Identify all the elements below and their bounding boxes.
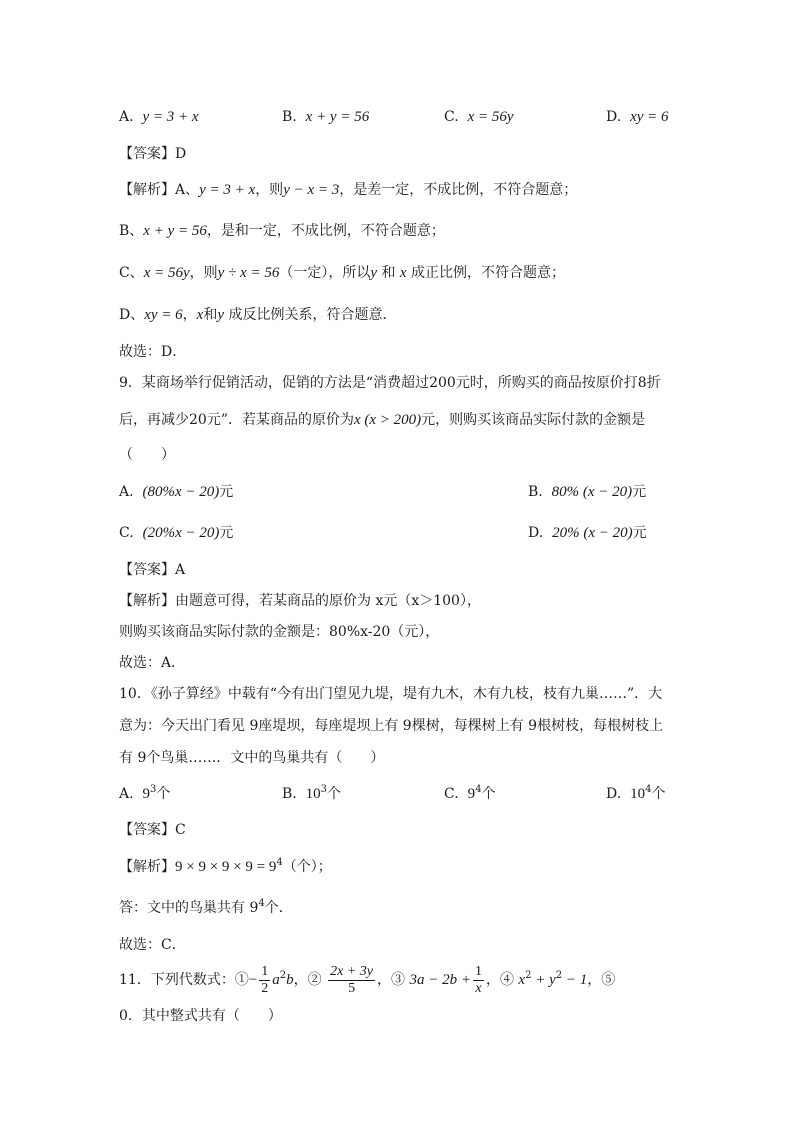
q8-option-d-expr: xy = 6 <box>630 109 669 125</box>
q8-option-b: B. x + y = 56 <box>282 109 370 125</box>
q10-reply: 答：文中的鸟巢共有 $9^4$个． <box>119 898 293 916</box>
q8-option-d: D. xy = 6 <box>606 109 669 125</box>
q9-conclusion: 故选：A． <box>119 655 186 671</box>
q10-stem-line1: 10．《孙子算经》中载有“今有出门望见九堤，堤有九木，木有九枝，枝有九巢……”．大 <box>119 686 663 702</box>
q11-item3-fraction: $\frac{1}{x}$ <box>474 963 482 996</box>
q9-analysis-line1: 【解析】由题意可得，若某商品的原价为 x元（x＞100）， <box>119 593 481 609</box>
q11-item1-fraction: $\frac{1}{2}$ <box>261 963 269 996</box>
q10-stem-line3: 有 9个鸟巢……．文中的鸟巢共有（ ） <box>119 750 385 766</box>
q9-stem-line3: （ ） <box>119 447 175 463</box>
q11-item2-fraction: $\frac{2x + 3y}{5}$ <box>330 963 373 996</box>
q8-analysis-c: C、x = 56y，则y ÷ x = 56（一定），所以y 和 x 成正比例，不符合题意； <box>119 265 566 281</box>
q9-analysis-line2: 则购买该商品实际付款的金额是：80%x-20（元）， <box>119 624 440 640</box>
q8-analysis-b: B、x + y = 56，是和一定，不成比例，不符合题意； <box>119 223 445 239</box>
q10-answer: 【答案】C <box>119 822 186 838</box>
q10-option-d: D. $10^4$个 <box>606 784 666 802</box>
q8-option-c-expr: x = 56y <box>467 109 514 125</box>
q10-analysis: 【解析】$9 \times 9 \times 9 \times 9 = 9^4$（个）； <box>119 857 332 875</box>
q9-option-d: D. 20% (x − 20)元 <box>528 525 647 541</box>
q9-stem-line2: 后，再减少20元”．若某商品的原价为x (x > 200)元，则购买该商品实际付款的金额是 <box>119 412 646 428</box>
q8-analysis-d: D、xy = 6，x和y 成反比例关系，符合题意． <box>119 307 397 323</box>
q8-option-c: C. x = 56y <box>444 109 514 125</box>
q9-option-c: C. (20%x − 20)元 <box>119 525 234 541</box>
q8-conclusion: 故选：D． <box>119 344 187 360</box>
q8-answer: 【答案】D <box>119 146 187 162</box>
q8-option-a-expr: y = 3 + x <box>142 109 199 125</box>
q11-stem-line1: 11．下列代数式：①− $\frac{1}{2}$ $a^2b$，② $\frac{2x + 3y}{5}$ ，③ 3a − 2b + $\frac{1}{x}$ ，④ $x^2 + y^2 - 1$，⑤ <box>119 963 616 996</box>
q10-option-b: B. $10^3$个 <box>282 784 342 802</box>
q10-option-c: C. $9^4$个 <box>444 784 496 802</box>
q10-stem-line2: 意为：今天出门看见 9座堤坝，每座堤坝上有 9棵树，每棵树上有 9根树枝，每根树枝上 <box>119 718 664 734</box>
q11-stem-line2: 0．其中整式共有（ ） <box>119 1008 282 1024</box>
q10-option-a: A. $9^3$个 <box>119 784 171 802</box>
q9-option-b: B. 80% (x − 20)元 <box>528 484 647 500</box>
q8-option-b-expr: x + y = 56 <box>305 109 370 125</box>
q9-stem-line1: 9．某商场举行促销活动，促销的方法是“消费超过200元时，所购买的商品按原价打8折 <box>119 375 661 391</box>
q8-option-a: A. y = 3 + x <box>119 109 199 125</box>
q9-option-a: A. (80%x − 20)元 <box>119 484 234 500</box>
q10-conclusion: 故选：C． <box>119 937 186 953</box>
q9-answer: 【答案】A <box>119 562 186 578</box>
q8-analysis-a: 【解析】A、y = 3 + x，则y − x = 3，是差一定，不成比例，不符合题意； <box>119 182 578 198</box>
